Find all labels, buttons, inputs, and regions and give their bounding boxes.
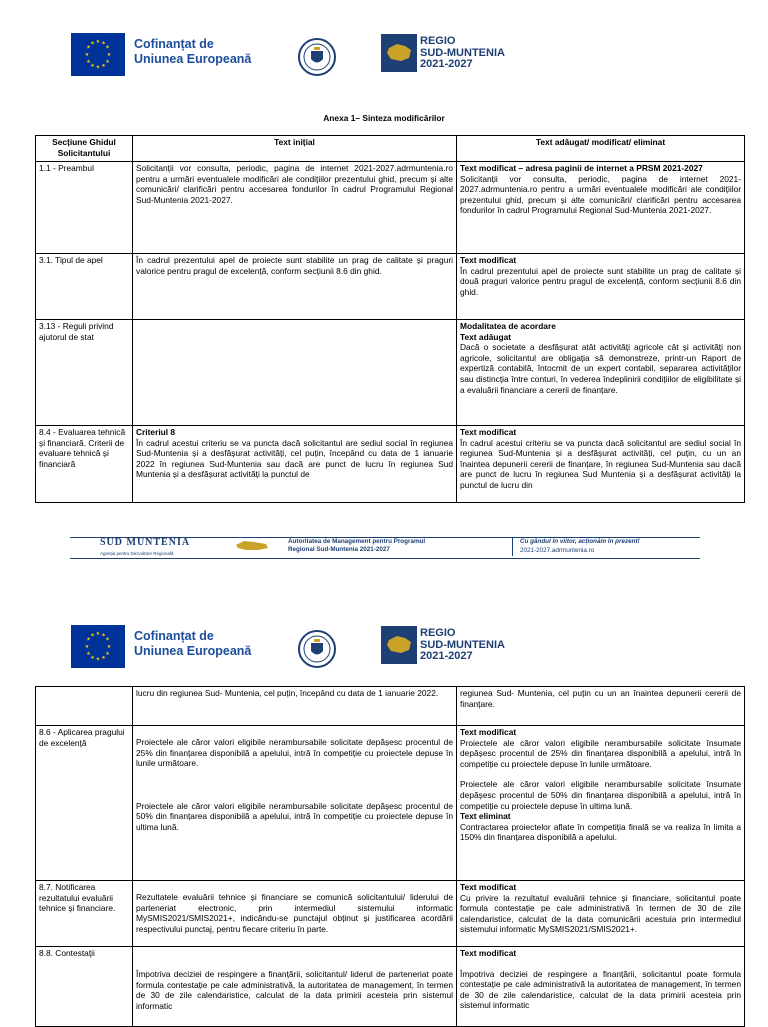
svg-text:★: ★ (86, 636, 91, 643)
section-cell: 8.4 - Evaluarea tehnică și financiară. Criterii de evaluare tehnică și financiară (36, 426, 133, 503)
regio-text (420, 628, 505, 663)
change-text-cell (457, 687, 745, 726)
regio-map-logo (381, 626, 417, 664)
eu-flag-logo (71, 625, 125, 668)
change-label: Text modificat – adresa paginii de internet a PRSM 2021-2027 (460, 163, 703, 173)
table-row (36, 947, 745, 1027)
svg-text:★: ★ (84, 52, 90, 58)
change-text-3: Contractarea proiectelor aflate în competiția finală se va realiza în limita a 150% din finanțarea disponibilă a apelului. (460, 821, 741, 843)
cofinantat-line2: Uniunea Europeană (134, 52, 252, 66)
regio-map-logo (381, 34, 417, 72)
change-text: Dacă o societate a desfășurat atât activități agricole cât și activități non agricole, solicitantul are obligația să demonstreze, printr-un Raport de expertiză contabilă, întocmit de un expert contabil, separarea activităților sau distincția între conturi, în vederea îndeplinirii condițiilor de eligibilitate și a evaluării financiare a cererii de finanțare. (460, 342, 741, 395)
change-label: Text modificat (460, 948, 517, 958)
svg-text:★: ★ (86, 59, 91, 65)
eu-flag-logo (71, 33, 125, 76)
change-label: Text modificat (460, 882, 517, 892)
footer-motto: Cu gândul în viitor, acționăm în prezent! (520, 538, 640, 545)
regio-line3: 2021-2027 (420, 650, 473, 662)
regio-line2: SUD-MUNTENIA (420, 638, 505, 651)
initial-text: lucru din regiunea Sud- Muntenia, cel puțin, începând cu data de 1 ianuarie 2022. (136, 688, 439, 698)
footer-authority-line1: Autoritatea de Management pentru Programul (288, 538, 426, 545)
table-row (36, 881, 745, 947)
svg-text:★: ★ (90, 63, 95, 69)
svg-text:★: ★ (95, 631, 101, 637)
initial-text: În cadrul acestui criteriu se va puncta dacă solicitantul are sediul social în regiunea Sud-Muntenia și a desfășurat activități, cel puțin, începând cu data de 1 ianuarie 2022 în regiunea Sud-Muntenia sau dacă are punct de lucru în regiunea Sud Muntenia și a desfășurat activități la punctul de (136, 437, 453, 480)
government-seal-icon (297, 629, 337, 669)
change-label: Text modificat (460, 255, 517, 265)
header-initial: Text inițial (133, 136, 457, 162)
header-section: Secțiune Ghidul Solicitantului (36, 136, 133, 162)
svg-text:★: ★ (106, 644, 112, 650)
initial-text: Împotriva deciziei de respingere a finanțării, solicitantul/ liderul de parteneriat poate formula contestație pe cale administrativă, la autoritatea de management, în termen de 30 de zile calendaristice, calculat de la data primirii acesteia prin sistemul informatic (136, 969, 453, 1011)
footer-url[interactable]: 2021-2027.adrmuntenia.ro (520, 547, 595, 554)
svg-text:★: ★ (95, 64, 101, 71)
table-row (36, 687, 745, 726)
cofinantat-text (134, 37, 251, 67)
section-cell: 8.6 - Aplicarea pragului de excelență (36, 726, 133, 881)
change-text-1: Proiectele ale căror valori eligibile nerambursabile solicitate însumate depășesc procentul de 25% din finanțarea disponibilă a apelului, intră în competiție cu proiectele depuse în lunile următoare. (460, 737, 741, 769)
section-cell: 3.13 - Reguli privind ajutorul de stat (36, 320, 133, 426)
regio-line1: REGIO (420, 35, 456, 47)
change-text: regiunea Sud- Muntenia, cel puțin cu un an înaintea depunerii cererii de finanțare. (460, 688, 741, 709)
section-cell: 8.7. Notificarea rezultatului evaluării tehnice și financiare. (36, 881, 133, 947)
initial-text-2: Proiectele ale căror valori eligibile nerambursabile solicitate depășesc procentul de 50% din finanțarea disponibilă a apelului, intră în competiție cu proiectele depuse în ultima lună. (136, 800, 453, 832)
section-cell (36, 687, 133, 726)
change-text-2: Proiectele ale căror valori eligibile nerambursabile solicitate însumate depășesc procentul de 50% din finanțarea disponibilă a apelului, intră în competiție cu proiectele depuse în ultima lună. (460, 779, 741, 811)
svg-text:★: ★ (105, 636, 110, 643)
svg-text:★: ★ (101, 655, 106, 661)
svg-text:★: ★ (95, 656, 101, 663)
footer-map-icon (232, 536, 272, 554)
initial-label: Criteriul 8 (136, 427, 176, 437)
initial-text-cell (133, 162, 457, 254)
footer-authority-line2: Regional Sud-Muntenia 2021-2027 (288, 546, 390, 553)
initial-text-cell (133, 947, 457, 1027)
table-header-row (36, 136, 745, 162)
table-row (36, 320, 745, 426)
section-cell: 8.8. Contestații (36, 947, 133, 1027)
initial-text-cell (133, 687, 457, 726)
cofinantat-line2: Uniunea Europeană (134, 644, 252, 658)
change-text-cell (457, 881, 745, 947)
annex-title: Anexa 1– Sinteza modificărilor (323, 113, 445, 123)
cofinantat-line1: Cofinanțat de (134, 629, 214, 643)
cofinantat-line1: Cofinanțat de (134, 37, 214, 51)
initial-text-cell (133, 320, 457, 426)
svg-text:★: ★ (90, 632, 95, 639)
cofinantat-text (134, 629, 251, 659)
regio-line3: 2021-2027 (420, 58, 473, 70)
page-header (0, 28, 768, 88)
initial-text-cell (133, 426, 457, 503)
change-text: Solicitanții vor consulta, periodic, pagina de internet 2021-2027.adrmuntenia.ro pentru a urmări eventualele modificări ale condițiilor prezentului ghid, precum și alte comunicări/ clarificări pentru accesarea fondurilor în cadrul Programului Regional Sud-Muntenia 2021-2027. (460, 173, 741, 216)
change-text-cell (457, 426, 745, 503)
regio-text (420, 36, 505, 71)
changes-table-page1 (35, 135, 745, 503)
svg-text:★: ★ (84, 644, 90, 650)
svg-text:★: ★ (101, 632, 106, 639)
svg-text:★: ★ (95, 39, 101, 45)
change-text: În cadrul acestui criteriu se va puncta dacă solicitantul are sediul social în regiunea Sud-Muntenia și a desfășurat activități, cel puțin, cu un an înaintea depunerii cererii de finanțare, în regiunea Sud-Muntenia sau dacă are punct de lucru în regiunea Sud Muntenia și a desfășurat activități la punctul de lucru din (460, 437, 741, 490)
footer-authority (288, 538, 425, 554)
initial-text: Solicitanții vor consulta, periodic, pagina de internet 2021-2027.adrmuntenia.ro pentru a urmări eventualele modificări ale condițiilor prezentului ghid, precum și alte comunicări/ clarificări pentru accesarea fondurilor în cadrul Programului Regional Sud-Muntenia 2021-2027. (136, 163, 453, 205)
change-text: Împotriva deciziei de respingere a finanțării, solicitantul poate formula contestație pe cale administrativă la autoritatea de management, în termen de 30 de zile calendaristice, calculat de la data primirii acesteia prin sistemul informatic (460, 968, 741, 1011)
page-footer (70, 532, 700, 562)
svg-text:★: ★ (90, 655, 95, 661)
change-label-2: Text eliminat (460, 811, 511, 822)
change-label: Text modificat (460, 427, 517, 437)
initial-text-cell (133, 881, 457, 947)
change-text-cell (457, 726, 745, 881)
header-change: Text adăugat/ modificat/ eliminat (457, 136, 745, 162)
changes-table-page2 (35, 686, 745, 1027)
svg-text:★: ★ (105, 651, 110, 657)
svg-text:★: ★ (105, 44, 110, 51)
change-text-cell (457, 162, 745, 254)
initial-text: În cadrul prezentului apel de proiecte sunt stabilite un prag de calitate și praguri valorice pentru pragul de excelență, conform secțiunii 8.6 din ghid. (136, 255, 453, 276)
svg-text:★: ★ (90, 40, 95, 47)
regio-line1: REGIO (420, 627, 456, 639)
footer-logo-subtitle: Agenția pentru Dezvoltare Regională (100, 551, 174, 556)
table-row (36, 726, 745, 881)
change-label: Modalitatea de acordare (460, 321, 556, 331)
change-text: Cu privire la rezultatul evaluării tehnice și financiare, solicitantul poate formula contestație pe cale administrativă în termen de 30 de zile calendaristice, calculat de la data comunicării acestuia prin intermediul sistemului informatic MySMIS2021/SMIS2021+. (460, 892, 741, 935)
svg-text:★: ★ (86, 44, 91, 51)
initial-text-cell (133, 254, 457, 320)
change-text-cell (457, 947, 745, 1027)
svg-text:★: ★ (106, 52, 112, 58)
regio-line2: SUD-MUNTENIA (420, 46, 505, 59)
svg-text:★: ★ (101, 63, 106, 69)
change-text-cell (457, 254, 745, 320)
table-row (36, 162, 745, 254)
initial-text: Rezultatele evaluării tehnice și financiare se comunică solicitantului/ liderului de parteneriat electronic, prin intermediul sistemului informatic MySMIS2021/SMIS2021+, indicându-se punctajul obținut și justificarea acordării respectivului punctaj, pentru fiecare criteriu în parte. (136, 892, 453, 934)
footer-separator (512, 538, 513, 556)
table-row (36, 254, 745, 320)
svg-text:★: ★ (101, 40, 106, 47)
initial-text-cell (133, 726, 457, 881)
svg-text:★: ★ (86, 651, 91, 657)
section-cell: 3.1. Tipul de apel (36, 254, 133, 320)
svg-text:★: ★ (105, 59, 110, 65)
initial-text-1: Proiectele ale căror valori eligibile nerambursabile solicitate depășesc procentul de 25% din finanțarea disponibilă a apelului, intră în competiție cu proiectele depuse în lunile următoare. (136, 737, 453, 769)
change-text: În cadrul prezentului apel de proiecte sunt stabilite un prag de calitate și două praguri valorice pentru pragul de excelență, conform secțiunii 8.6 din ghid. (460, 265, 741, 297)
change-label-2: Text adăugat (460, 331, 512, 342)
government-seal-icon (297, 37, 337, 77)
table-row (36, 426, 745, 503)
change-label: Text modificat (460, 727, 517, 737)
footer-logo: SUD MUNTENIA (100, 537, 191, 548)
page-header (0, 620, 768, 680)
change-text-cell (457, 320, 745, 426)
section-cell: 1.1 - Preambul (36, 162, 133, 254)
